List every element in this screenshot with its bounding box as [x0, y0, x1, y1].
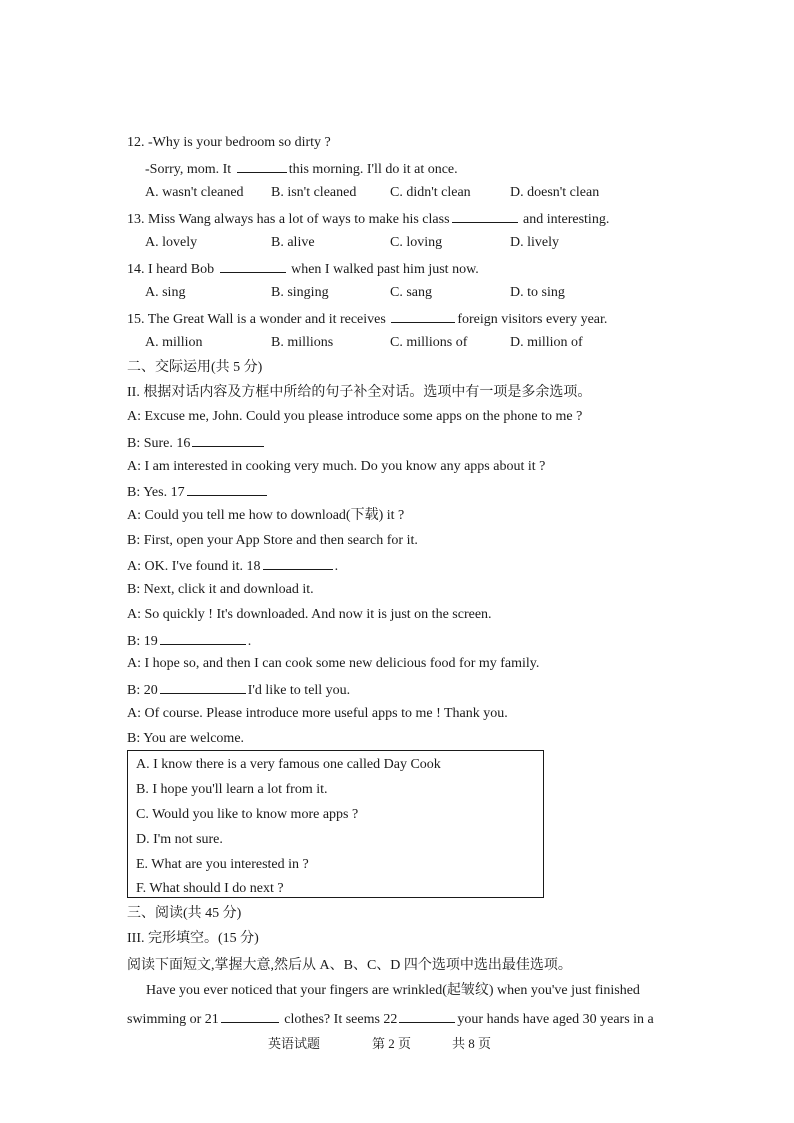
section3-instruction: 阅读下面短文,掌握大意,然后从 A、B、C、D 四个选项中选出最佳选项。: [127, 958, 572, 973]
dialogue-line: [127, 432, 266, 454]
dialogue-line: B: First, open your App Store and then search for it.: [127, 533, 418, 548]
options-box: [127, 750, 544, 898]
dialogue-line: A: Could you tell me how to download(下载) it ?: [127, 508, 405, 523]
dialogue-line: [127, 481, 269, 503]
dialogue-line-end: I'd like to tell you.: [247, 683, 351, 698]
q13-option-a[interactable]: A. lovely: [145, 235, 198, 250]
q12-option-a[interactable]: A. wasn't cleaned: [145, 185, 244, 200]
section2-heading: 二、交际运用(共 5 分): [127, 360, 263, 375]
q12-line2-pre: -Sorry, mom. It: [145, 162, 232, 177]
passage-line1: Have you ever noticed that your fingers are wrinkled(起皱纹) when you've just finished: [146, 983, 640, 998]
q14-option-d[interactable]: D. to sing: [510, 285, 565, 300]
passage-line2-a: swimming or 21: [127, 1012, 219, 1027]
blank-21[interactable]: [221, 1008, 279, 1023]
q15-option-a[interactable]: A. million: [145, 335, 203, 350]
q13-option-d[interactable]: D. lively: [510, 235, 559, 250]
box-option-b[interactable]: B. I hope you'll learn a lot from it.: [136, 782, 328, 797]
footer-page: 第 2 页: [372, 1036, 412, 1051]
box-option-f[interactable]: F. What should I do next ?: [136, 881, 284, 896]
q14-stem: [127, 258, 479, 280]
blank-22[interactable]: [399, 1008, 455, 1023]
q13-stem: [127, 208, 609, 230]
dialogue-line: A: So quickly ! It's downloaded. And now it is just on the screen.: [127, 607, 492, 622]
dialogue-line-text: A: OK. I've found it. 18: [127, 559, 261, 574]
blank-20[interactable]: [160, 679, 246, 694]
section3-sub: III. 完形填空。(15 分): [127, 931, 259, 946]
dialogue-line-text: B: Yes. 17: [127, 485, 185, 500]
q13-stem-pre: 13. Miss Wang always has a lot of ways to make his class: [127, 212, 450, 227]
box-option-e[interactable]: E. What are you interested in ?: [136, 857, 309, 872]
box-option-d[interactable]: D. I'm not sure.: [136, 832, 223, 847]
dialogue-line: A: I am interested in cooking very much. Do you know any apps about it ?: [127, 459, 546, 474]
q15-option-c[interactable]: C. millions of: [390, 335, 468, 350]
q14-blank[interactable]: [220, 258, 286, 273]
dialogue-line: A: Of course. Please introduce more useful apps to me ! Thank you.: [127, 706, 508, 721]
passage-line2-c: your hands have aged 30 years in a: [457, 1012, 654, 1027]
dialogue-line: A: Excuse me, John. Could you please introduce some apps on the phone to me ?: [127, 409, 583, 424]
dialogue-line-text: B: 19: [127, 634, 158, 649]
dialogue-line: A: I hope so, and then I can cook some new delicious food for my family.: [127, 656, 540, 671]
q12-option-c[interactable]: C. didn't clean: [390, 185, 471, 200]
q12-line2: [145, 158, 458, 180]
blank-19[interactable]: [160, 630, 246, 645]
passage-line2-b: clothes? It seems 22: [284, 1012, 398, 1027]
dialogue-line: B: You are welcome.: [127, 731, 245, 746]
q13-blank[interactable]: [452, 208, 518, 223]
dialogue-line-end: .: [247, 634, 252, 649]
passage-line2: [127, 1008, 654, 1030]
q14-stem-pre: 14. I heard Bob: [127, 262, 215, 277]
dialogue-line-end: .: [334, 559, 339, 574]
dialogue-line: [127, 679, 350, 701]
q15-option-b[interactable]: B. millions: [271, 335, 334, 350]
dialogue-line: B: Next, click it and download it.: [127, 582, 314, 597]
q14-stem-post: when I walked past him just now.: [291, 262, 479, 277]
q12-stem: 12. -Why is your bedroom so dirty ?: [127, 135, 331, 150]
q14-option-c[interactable]: C. sang: [390, 285, 432, 300]
q14-option-b[interactable]: B. singing: [271, 285, 329, 300]
q15-stem-post: foreign visitors every year.: [457, 312, 608, 327]
footer-total: 共 8 页: [452, 1036, 492, 1051]
dialogue-line: [127, 630, 251, 652]
q14-option-a[interactable]: A. sing: [145, 285, 186, 300]
blank-16[interactable]: [192, 432, 264, 447]
dialogue-line: [127, 555, 338, 577]
q15-blank[interactable]: [391, 308, 455, 323]
dialogue-line-text: B: Sure. 16: [127, 436, 191, 451]
dialogue-line-text: B: 20: [127, 683, 158, 698]
q13-option-c[interactable]: C. loving: [390, 235, 443, 250]
q12-option-d[interactable]: D. doesn't clean: [510, 185, 600, 200]
q15-stem: [127, 308, 607, 330]
footer-subject: 英语试题: [268, 1036, 321, 1051]
q15-stem-pre: 15. The Great Wall is a wonder and it receives: [127, 312, 386, 327]
q12-blank[interactable]: [237, 158, 287, 173]
q13-option-b[interactable]: B. alive: [271, 235, 315, 250]
section2-instruction: II. 根据对话内容及方框中所给的句子补全对话。选项中有一项是多余选项。: [127, 385, 592, 400]
q15-option-d[interactable]: D. million of: [510, 335, 583, 350]
q12-option-b[interactable]: B. isn't cleaned: [271, 185, 357, 200]
box-option-c[interactable]: C. Would you like to know more apps ?: [136, 807, 359, 822]
box-option-a[interactable]: A. I know there is a very famous one called Day Cook: [136, 757, 441, 772]
section3-heading: 三、阅读(共 45 分): [127, 906, 242, 921]
q12-line2-post: this morning. I'll do it at once.: [288, 162, 458, 177]
q13-stem-post: and interesting.: [523, 212, 610, 227]
blank-17[interactable]: [187, 481, 267, 496]
blank-18[interactable]: [263, 555, 333, 570]
